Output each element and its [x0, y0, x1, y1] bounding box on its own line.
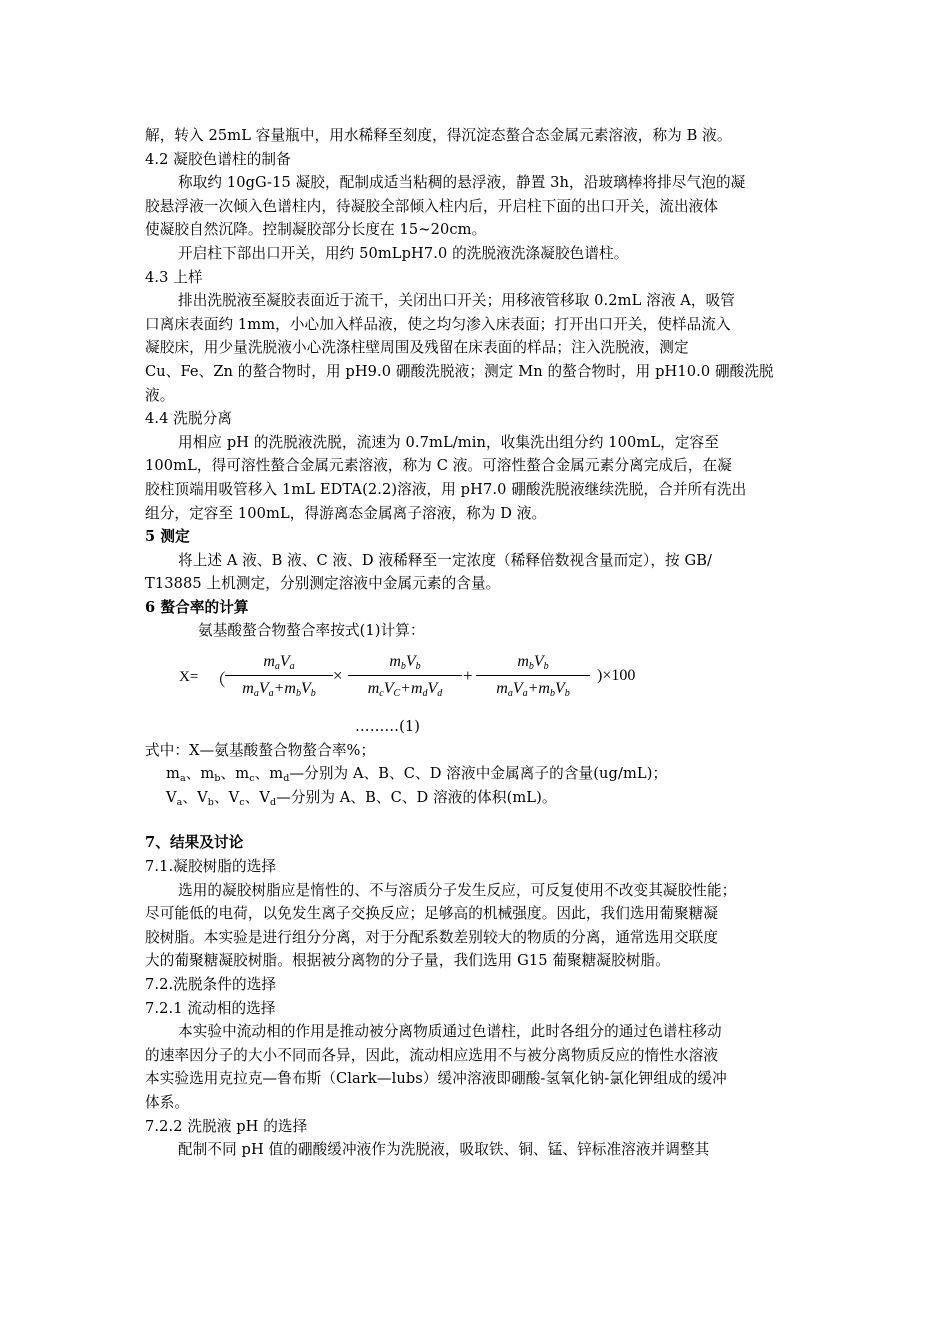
- volume-definition-text: —分别为 A、B、C、D 溶液的体积(mL)。: [276, 788, 557, 806]
- text-line: 液。: [145, 386, 175, 404]
- formula-lhs: X=: [179, 669, 199, 686]
- text-line: 胶悬浮液一次倾入色谱柱内，待凝胶全部倾入柱内后，开启柱下面的出口开关，流出液体: [145, 197, 719, 215]
- text-line: 大的葡聚糖凝胶树脂。根据被分离物的分子量，我们选用 G15 葡聚糖凝胶树脂。: [145, 952, 670, 970]
- text-line: 配制不同 pH 值的硼酸缓冲液作为洗脱液，吸取铁、铜、锰、锌标准溶液并调整其: [178, 1141, 710, 1159]
- text-line: 开启柱下部出口开关，用约 50mLpH7.0 的洗脱液洗涤凝胶色谱柱。: [178, 244, 629, 262]
- text-line: 称取约 10gG-15 凝胶，配制成适当粘稠的悬浮液，静置 3h，沿玻璃棒将排尽气泡的凝: [178, 174, 746, 192]
- text-line: 式中：X—氨基酸螯合物螯合率%；: [145, 741, 376, 759]
- formula-close-times-100: )×100: [597, 667, 636, 685]
- text-line: 胶柱顶端用吸管移入 1mL EDTA(2.2)溶液，用 pH7.0 硼酸洗脱液继续洗脱，合并所有洗出: [145, 480, 747, 498]
- text-line: 体系。: [145, 1093, 190, 1111]
- section-heading-7: 7、结果及讨论: [145, 834, 244, 852]
- section-heading-7-2-2: 7.2.2 洗脱液 pH 的选择: [145, 1117, 308, 1135]
- formula-fraction-a: $m_aV_a$ $m_aV_a+m_bV_b$: [225, 649, 333, 702]
- formula-fraction-b: $m_bV_b$ $m_cV_C+m_dV_d$: [348, 649, 462, 702]
- text-line: 口离床表面约 1mm，小心加入样品液，使之均匀渗入床表面；打开出口开关，使样品流入: [145, 315, 731, 333]
- text-line: 解，转入 25mL 容量瓶中，用水稀释至刻度，得沉淀态螯合态金属元素溶液，称为 B 液。: [145, 127, 732, 144]
- section-heading-7-2: 7.2.洗脱条件的选择: [145, 976, 277, 993]
- text-line: 用相应 pH 的洗脱液洗脱，流速为 0.7mL/min，收集洗出组分约 100mL，定容至: [178, 433, 719, 451]
- section-heading-4-3: 4.3 上样: [145, 268, 203, 286]
- text-line: 将上述 A 液、B 液、C 液、D 液稀释至一定浓度（稀释倍数视含量而定），按 GB/: [178, 551, 713, 569]
- section-heading-6: 6 螯合率的计算: [145, 598, 249, 616]
- document-page: [145, 124, 815, 1162]
- equation-number: ………(1): [355, 718, 421, 736]
- text-line: 的速率因分子的大小不同而各异，因此，流动相应选用不与被分离物质反应的惰性水溶液: [145, 1046, 719, 1064]
- section-heading-7-1: 7.1.凝胶树脂的选择: [145, 858, 277, 876]
- text-line: 组分，定容至 100mL，得游离态金属离子溶液，称为 D 液。: [145, 504, 547, 522]
- section-heading-4-4: 4.4 洗脱分离: [145, 410, 233, 428]
- text-line: 本实验中流动相的作用是推动被分离物质通过色谱柱，此时各组分的通过色谱柱移动: [178, 1023, 722, 1041]
- text-line: T13885 上机测定，分别测定溶液中金属元素的含量。: [145, 575, 501, 593]
- chelation-rate-formula: [145, 649, 815, 715]
- text-line: 100mL，得可溶性螯合金属元素溶液，称为 C 液。可溶性螯合金属元素分离完成后，在凝: [145, 457, 732, 475]
- formula-plus: +: [463, 666, 473, 686]
- text-line: Cu、Fe、Zn 的螯合物时，用 pH9.0 硼酸洗脱液；测定 Mn 的螯合物时，用 pH10.0 硼酸洗脱: [145, 362, 774, 380]
- formula-open-paren: （: [209, 671, 226, 691]
- text-line: 胶树脂。本实验是进行组分分离，对于分配系数差别较大的物质的分离，通常选用交联度: [145, 928, 719, 946]
- text-line: 排出洗脱液至凝胶表面近于流干，关闭出口开关；用移液管移取 0.2mL 溶液 A，吸管: [178, 292, 735, 310]
- volume-definition-line: $V_a$、$V_b$、$V_c$、$V_d—$分别为 A、B、C、D 溶液的体积(mL)。: [166, 788, 557, 808]
- text-line: 选用的凝胶树脂应是惰性的、不与溶质分子发生反应，可反复使用不改变其凝胶性能；: [178, 881, 737, 899]
- section-heading-4-2: 4.2 凝胶色谱柱的制备: [145, 150, 291, 168]
- text-line: 尽可能低的电荷，以免发生离子交换反应；足够高的机械强度。因此，我们选用葡聚糖凝: [145, 905, 719, 923]
- mass-definition-line: $m_a$、$m_b$、$m_c$、$m_d—$分别为 A、B、C、D 溶液中金属离子的含量(ug/mL)；: [166, 765, 668, 785]
- text-line: 本实验选用克拉克—鲁布斯（Clark—lubs）缓冲溶液即硼酸-氢氧化钠-氯化钾组成的缓冲: [145, 1070, 727, 1088]
- section-heading-7-2-1: 7.2.1 流动相的选择: [145, 999, 276, 1017]
- text-line: 氨基酸螯合物螯合率按式(1)计算：: [198, 622, 425, 640]
- formula-times: ×: [333, 666, 343, 686]
- formula-fraction-c: $m_bV_b$ $m_aV_a+m_bV_b$: [476, 649, 590, 702]
- text-line: 凝胶床，用少量洗脱液小心洗涤柱壁周围及残留在床表面的样品；注入洗脱液，测定: [145, 339, 689, 357]
- mass-definition-text: —分别为 A、B、C、D 溶液中金属离子的含量(ug/mL)；: [289, 765, 668, 783]
- section-heading-5: 5 测定: [145, 528, 190, 546]
- text-line: 使凝胶自然沉降。控制凝胶部分长度在 15~20cm。: [145, 221, 487, 239]
